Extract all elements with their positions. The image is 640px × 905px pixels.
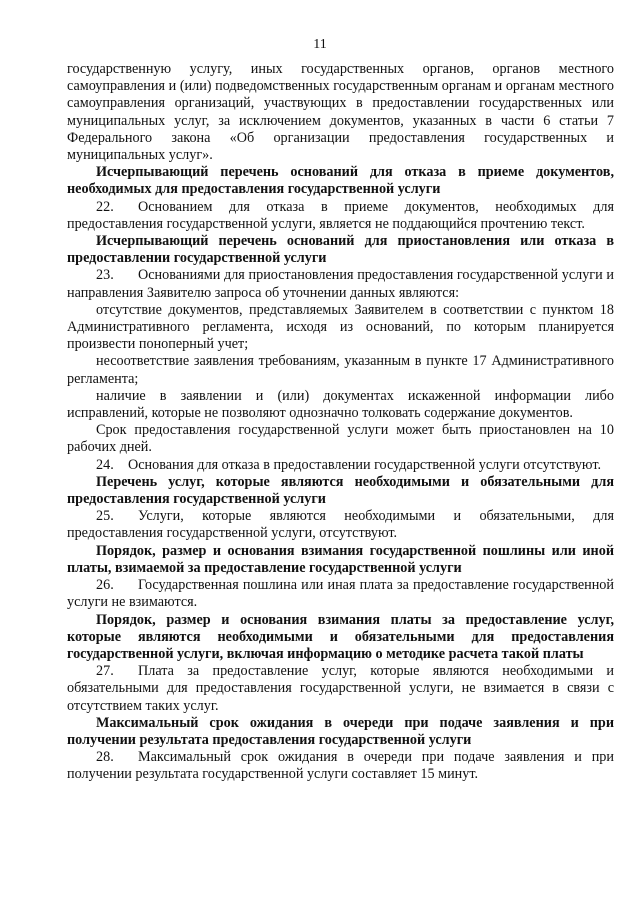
paragraph: государственную услугу, иных государственных органов, органов местного самоуправления и (или) подведомственных государственным органам и органам местного самоуправления организаций, участвующих в предоставлении государственных или муниципальных услуг, за исключением документов, указанных в части 6 статьи 7 Федерального закона «Об организации предоставления государственных и муниципальных услуг».	[67, 61, 614, 164]
numbered-paragraph	[67, 663, 614, 715]
item-number: 25.	[96, 508, 114, 525]
section-heading: Максимальный срок ожидания в очереди при подаче заявления и при получении результата предоставления государственной услуги	[67, 714, 614, 748]
numbered-paragraph	[67, 199, 614, 233]
item-number: 23.	[96, 267, 114, 284]
numbered-paragraph	[67, 577, 614, 611]
paragraph: Срок предоставления государственной услуги может быть приостановлен на 10 рабочих дней.	[67, 422, 614, 456]
document-body	[67, 61, 614, 784]
item-number: 28.	[96, 749, 114, 766]
paragraph: наличие в заявлении и (или) документах искаженной информации либо исправлений, которые не позволяют однозначно толковать содержание документов.	[67, 387, 614, 422]
section-heading: Порядок, размер и основания взимания государственной пошлины или иной платы, взимаемой за предоставление государственной услуги	[67, 542, 614, 576]
paragraph: отсутствие документов, представляемых Заявителем в соответствии с пунктом 18 Административного регламента, исходя из оснований, по которым планируется произвести поноперный учет;	[67, 301, 614, 353]
numbered-paragraph	[67, 267, 614, 301]
section-heading: Исчерпывающий перечень оснований для приостановления или отказа в предоставлении государственной услуги	[67, 233, 614, 267]
item-text: Услуги, которые являются необходимыми и обязательными, для предоставления государственной услуги, отсутствуют.	[67, 508, 614, 542]
item-text: Основаниями для приостановления предоставления государственной услуги и направления Заявителю запроса об уточнении данных являются:	[67, 267, 614, 301]
item-text: Основания для отказа в предоставлении государственной услуги отсутствуют.	[128, 456, 602, 473]
section-heading: Порядок, размер и основания взимания платы за предоставление услуг, которые являются необходимыми и обязательными для предоставления государственной услуги, включая информацию о методике расчета такой платы	[67, 611, 614, 662]
item-text: Основанием для отказа в приеме документов, необходимых для предоставления государственной услуги, является не поддающийся прочтению текст.	[67, 198, 614, 232]
item-number: 24.	[96, 456, 114, 473]
item-text: Государственная пошлина или иная плата за предоставление государственной услуги не взимаются.	[67, 577, 614, 611]
item-text: Плата за предоставление услуг, которые являются необходимыми и обязательными для предоставления государственной услуги, не взимается в связи с отсутствием таких услуг.	[67, 663, 614, 714]
numbered-paragraph	[67, 508, 614, 542]
paragraph: несоответствие заявления требованиям, указанным в пункте 17 Административного регламента;	[67, 353, 614, 387]
section-heading: Перечень услуг, которые являются необходимыми и обязательными для предоставления государственной услуги	[67, 473, 614, 508]
item-number: 22.	[96, 198, 114, 215]
numbered-paragraph	[67, 749, 614, 783]
item-text: Максимальный срок ожидания в очереди при подаче заявления и при получении результата государственной услуги составляет 15 минут.	[67, 749, 614, 783]
item-number: 27.	[96, 663, 114, 680]
numbered-paragraph	[67, 457, 614, 474]
section-heading: Исчерпывающий перечень оснований для отказа в приеме документов, необходимых для предоставления государственной услуги	[67, 164, 614, 198]
item-number: 26.	[96, 577, 114, 594]
page-number: 11	[313, 37, 327, 52]
